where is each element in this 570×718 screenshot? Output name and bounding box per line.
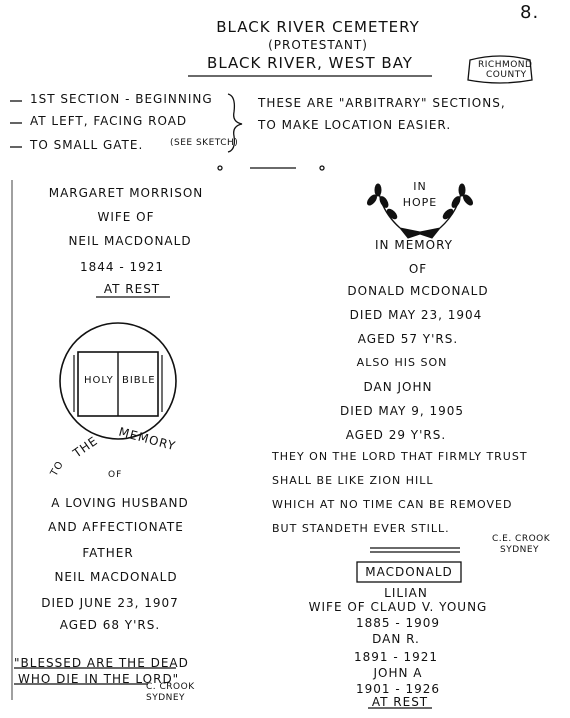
credit-right-1: C.E. CROOK — [492, 534, 551, 544]
separator-dot — [320, 166, 324, 170]
right-stone2-line5: DAN R. — [372, 632, 420, 646]
right-stone1-line3: DONALD MCDONALD — [347, 284, 489, 298]
right-stone2-line9: AT REST — [371, 695, 429, 709]
section-note-left-2: AT LEFT, FACING ROAD — [30, 114, 188, 128]
stone2-line3: FATHER — [82, 546, 134, 560]
arc-word-of: OF — [108, 470, 123, 480]
credit-left-2: SYDNEY — [146, 693, 186, 703]
stone1-line1: MARGARET MORRISON — [48, 186, 204, 200]
separator-dot — [218, 166, 222, 170]
right-stone2-line7: JOHN A — [373, 666, 423, 680]
bible-label-left: HOLY — [84, 375, 114, 386]
stone2-line2: AND AFFECTIONATE — [48, 520, 184, 534]
right-stone1-line2: OF — [408, 262, 428, 276]
credit-right-2: SYDNEY — [500, 545, 540, 555]
right-stone1-line1: IN MEMORY — [375, 238, 453, 252]
stone2-line1: A LOVING HUSBAND — [51, 496, 189, 510]
right-stone2-line6: 1891 - 1921 — [353, 650, 439, 664]
right-stone2-line8: 1901 - 1926 — [355, 682, 441, 696]
right-stone1-line5: AGED 57 Y'RS. — [357, 332, 459, 346]
stone2-line5: DIED JUNE 23, 1907 — [41, 596, 179, 610]
page-number: 8. — [520, 2, 540, 23]
emblem-in: IN — [413, 180, 427, 193]
stone1-line5: AT REST — [103, 282, 161, 296]
right-stone2-line2: LILIAN — [384, 586, 428, 600]
section-note-right-1: THESE ARE "ARBITRARY" SECTIONS, — [258, 96, 506, 110]
credit-left-1: C. CROOK — [146, 682, 195, 692]
right-stone2-line4: 1885 - 1909 — [355, 616, 441, 630]
right-stone2-line3: WIFE OF CLAUD V. YOUNG — [308, 600, 488, 614]
arc-word-memory: MEMORY — [117, 424, 178, 454]
bible-label-right: BIBLE — [122, 375, 156, 386]
right-stone2-line1: MACDONALD — [365, 565, 453, 579]
arc-word-to: TO — [48, 459, 67, 479]
stone2-line4: NEIL MACDONALD — [54, 570, 178, 584]
section-note-left-3: TO SMALL GATE. — [30, 138, 144, 152]
right-stone1-line6: ALSO HIS SON — [356, 356, 448, 369]
verse-line2: SHALL BE LIKE ZION HILL — [272, 474, 434, 487]
right-stone1-line7: DAN JOHN — [363, 380, 433, 394]
right-stone1-line8: DIED MAY 9, 1905 — [340, 404, 464, 418]
verse-line3: WHICH AT NO TIME CAN BE REMOVED — [272, 498, 513, 511]
section-note-left-1: 1ST SECTION - BEGINNING — [30, 92, 213, 106]
stone1-line2: WIFE OF — [97, 210, 155, 224]
cemetery-location: BLACK RIVER, WEST BAY — [207, 54, 413, 72]
epitaph-line2: WHO DIE IN THE LORD" — [18, 672, 180, 686]
verse-line4: BUT STANDETH EVER STILL. — [272, 522, 450, 535]
emblem-hope: HOPE — [402, 196, 438, 209]
stone1-line4: 1844 - 1921 — [79, 260, 165, 274]
cemetery-subtitle: (PROTESTANT) — [268, 38, 368, 52]
verse-line1: THEY ON THE LORD THAT FIRMLY TRUST — [272, 450, 528, 463]
right-stone1-line4: DIED MAY 23, 1904 — [349, 308, 483, 322]
stone2-line6: AGED 68 Y'RS. — [59, 618, 161, 632]
right-stone1-line9: AGED 29 Y'RS. — [345, 428, 447, 442]
stone1-line3: NEIL MACDONALD — [68, 234, 192, 248]
section-note-right-2: TO MAKE LOCATION EASIER. — [258, 118, 452, 132]
arc-word-the: THE — [70, 433, 101, 461]
county-line2: COUNTY — [486, 70, 527, 80]
see-sketch-note: (SEE SKETCH) — [170, 138, 239, 148]
cemetery-title: BLACK RIVER CEMETERY — [216, 18, 420, 36]
county-line1: RICHMOND — [478, 60, 533, 70]
epitaph-line1: "BLESSED ARE THE DEAD — [14, 656, 189, 670]
